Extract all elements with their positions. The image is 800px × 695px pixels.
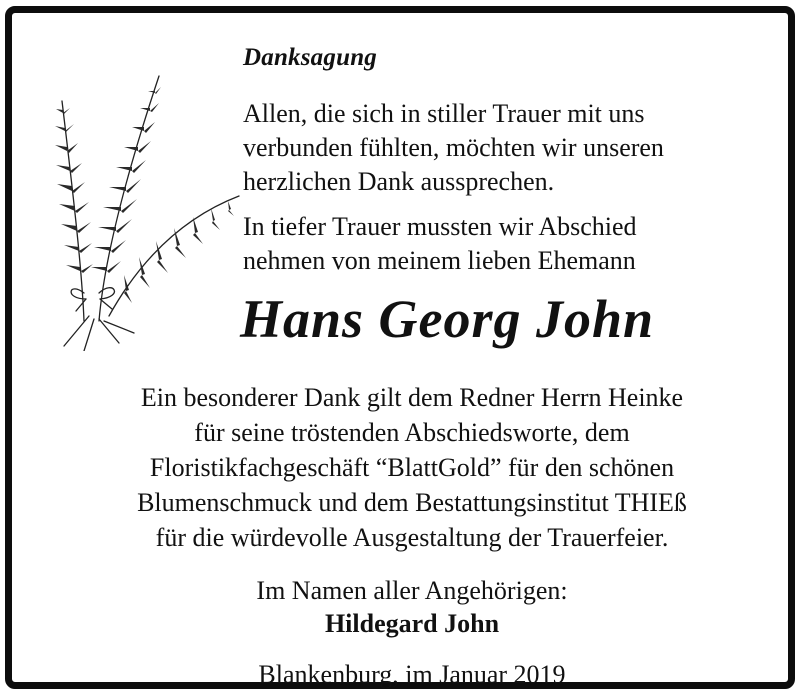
signer-name: Hildegard John [324,609,500,638]
signature-block [12,574,800,640]
place-date: Blankenburg, im Januar 2019 [258,660,566,689]
thanks-line: Ein besonderer Dank gilt dem Redner Herrn Heinke [140,383,684,412]
thanks-line: Floristikfachgeschäft “BlattGold” für den schönen [149,453,675,482]
intro-line: herzlichen Dank aussprechen. [243,167,555,196]
farewell-line: In tiefer Trauer mussten wir Abschied [243,212,637,241]
thanks-line: Blumenschmuck und dem Bestattungsinstitut THIEß [137,488,687,517]
thanks-line: für seine tröstenden Abschiedsworte, dem [194,418,630,447]
fern-bouquet-icon [44,71,249,351]
intro-line: verbunden fühlten, möchten wir unseren [243,133,664,162]
thanks-line: für die würdevolle Ausgestaltung der Trauerfeier. [155,523,669,552]
notice-frame [5,6,795,689]
farewell-paragraph [243,210,637,278]
intro-paragraph [243,97,664,199]
thanks-paragraph [12,380,800,555]
intro-line: Allen, die sich in stiller Trauer mit uns [243,99,645,128]
notice-heading: Danksagung [243,44,377,71]
deceased-name: Hans Georg John [240,289,655,349]
behalf-text: Im Namen aller Angehörigen: [256,576,568,605]
farewell-line: nehmen von meinem lieben Ehemann [243,246,636,275]
